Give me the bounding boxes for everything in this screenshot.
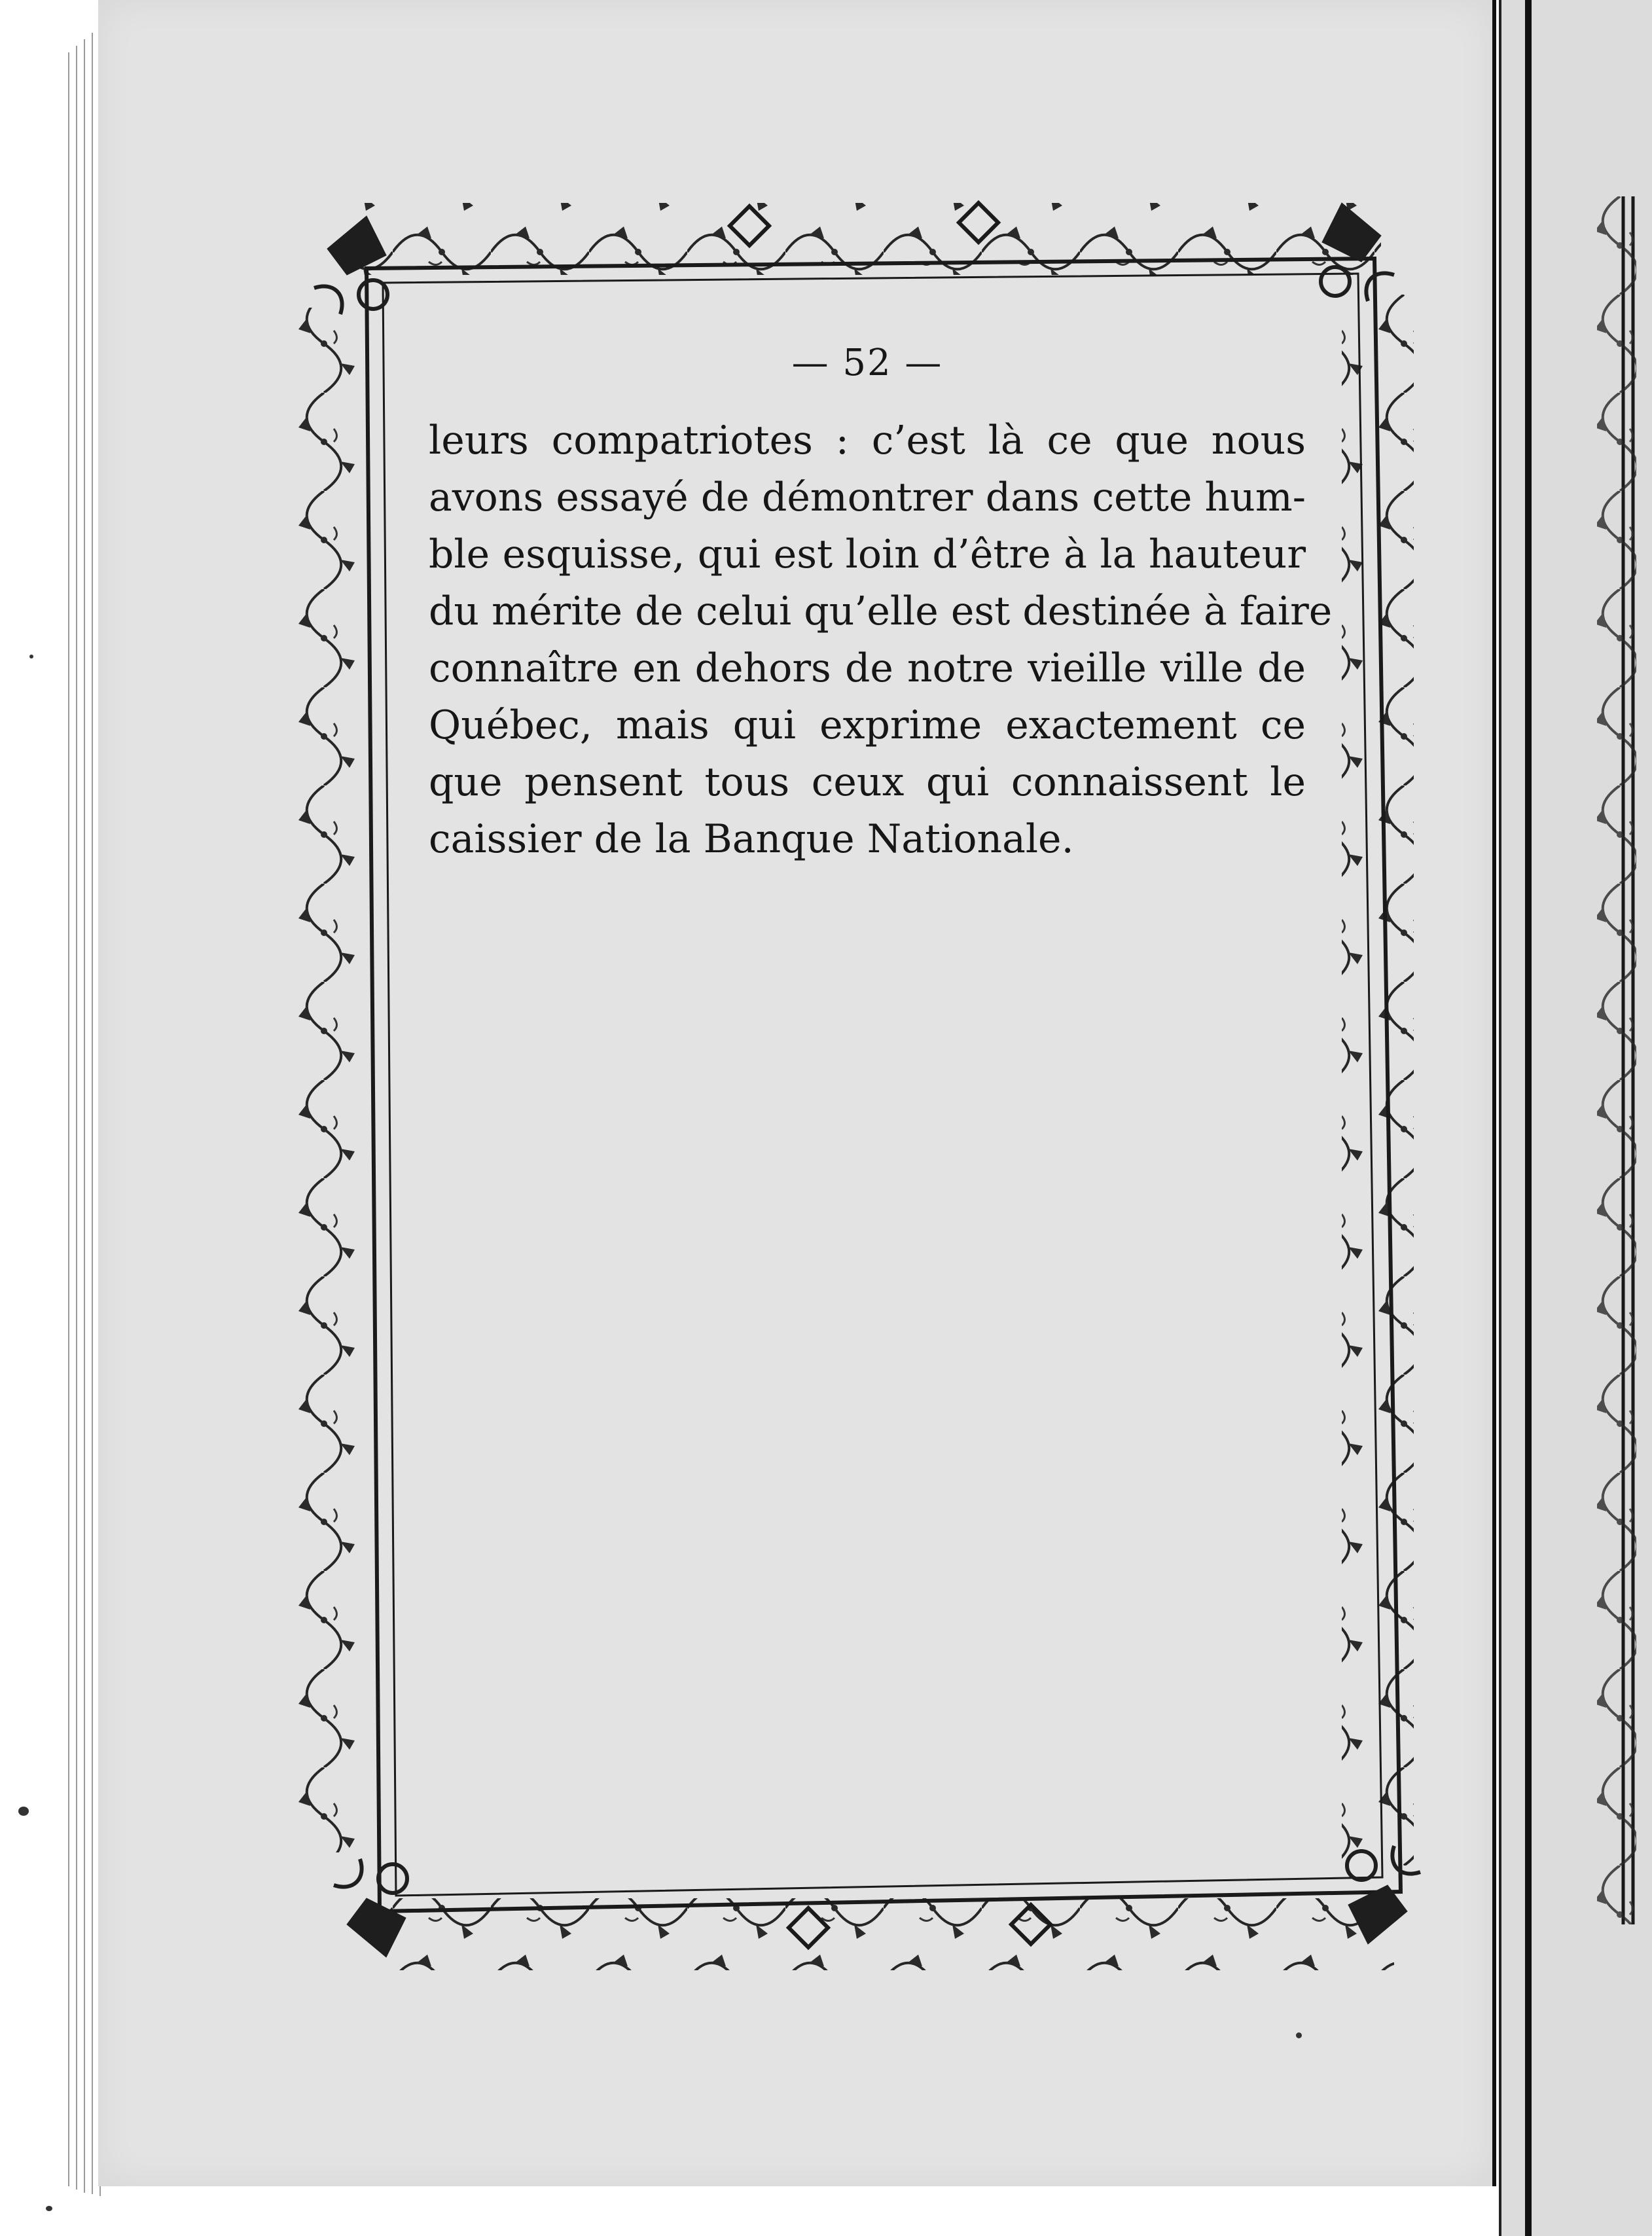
scan-speck (29, 655, 33, 658)
text-line: Québec, mais qui exprime exactement ce (429, 702, 1306, 748)
text-line: leurs compatriotes : c’est là ce que nous (429, 418, 1306, 463)
text-line: caissier de la Banque Nationale. (429, 816, 1074, 862)
scan-speck (46, 2206, 52, 2211)
page-text (429, 340, 1333, 868)
text-line: connaître en dehors de notre vieille ville de (429, 645, 1306, 691)
scan-speck (1296, 2032, 1302, 2038)
text-line: du mérite de celui qu’elle est destinée à faire (429, 588, 1333, 634)
text-line: que pensent tous ceux qui connaissent le (429, 759, 1306, 805)
page-number: — 52 — (791, 342, 943, 384)
text-line: avons essayé de démontrer dans cette hum- (429, 475, 1306, 520)
scan-speck (18, 1807, 29, 1816)
text-line: ble esquisse, qui est loin d’être à la hauteur (429, 532, 1306, 577)
